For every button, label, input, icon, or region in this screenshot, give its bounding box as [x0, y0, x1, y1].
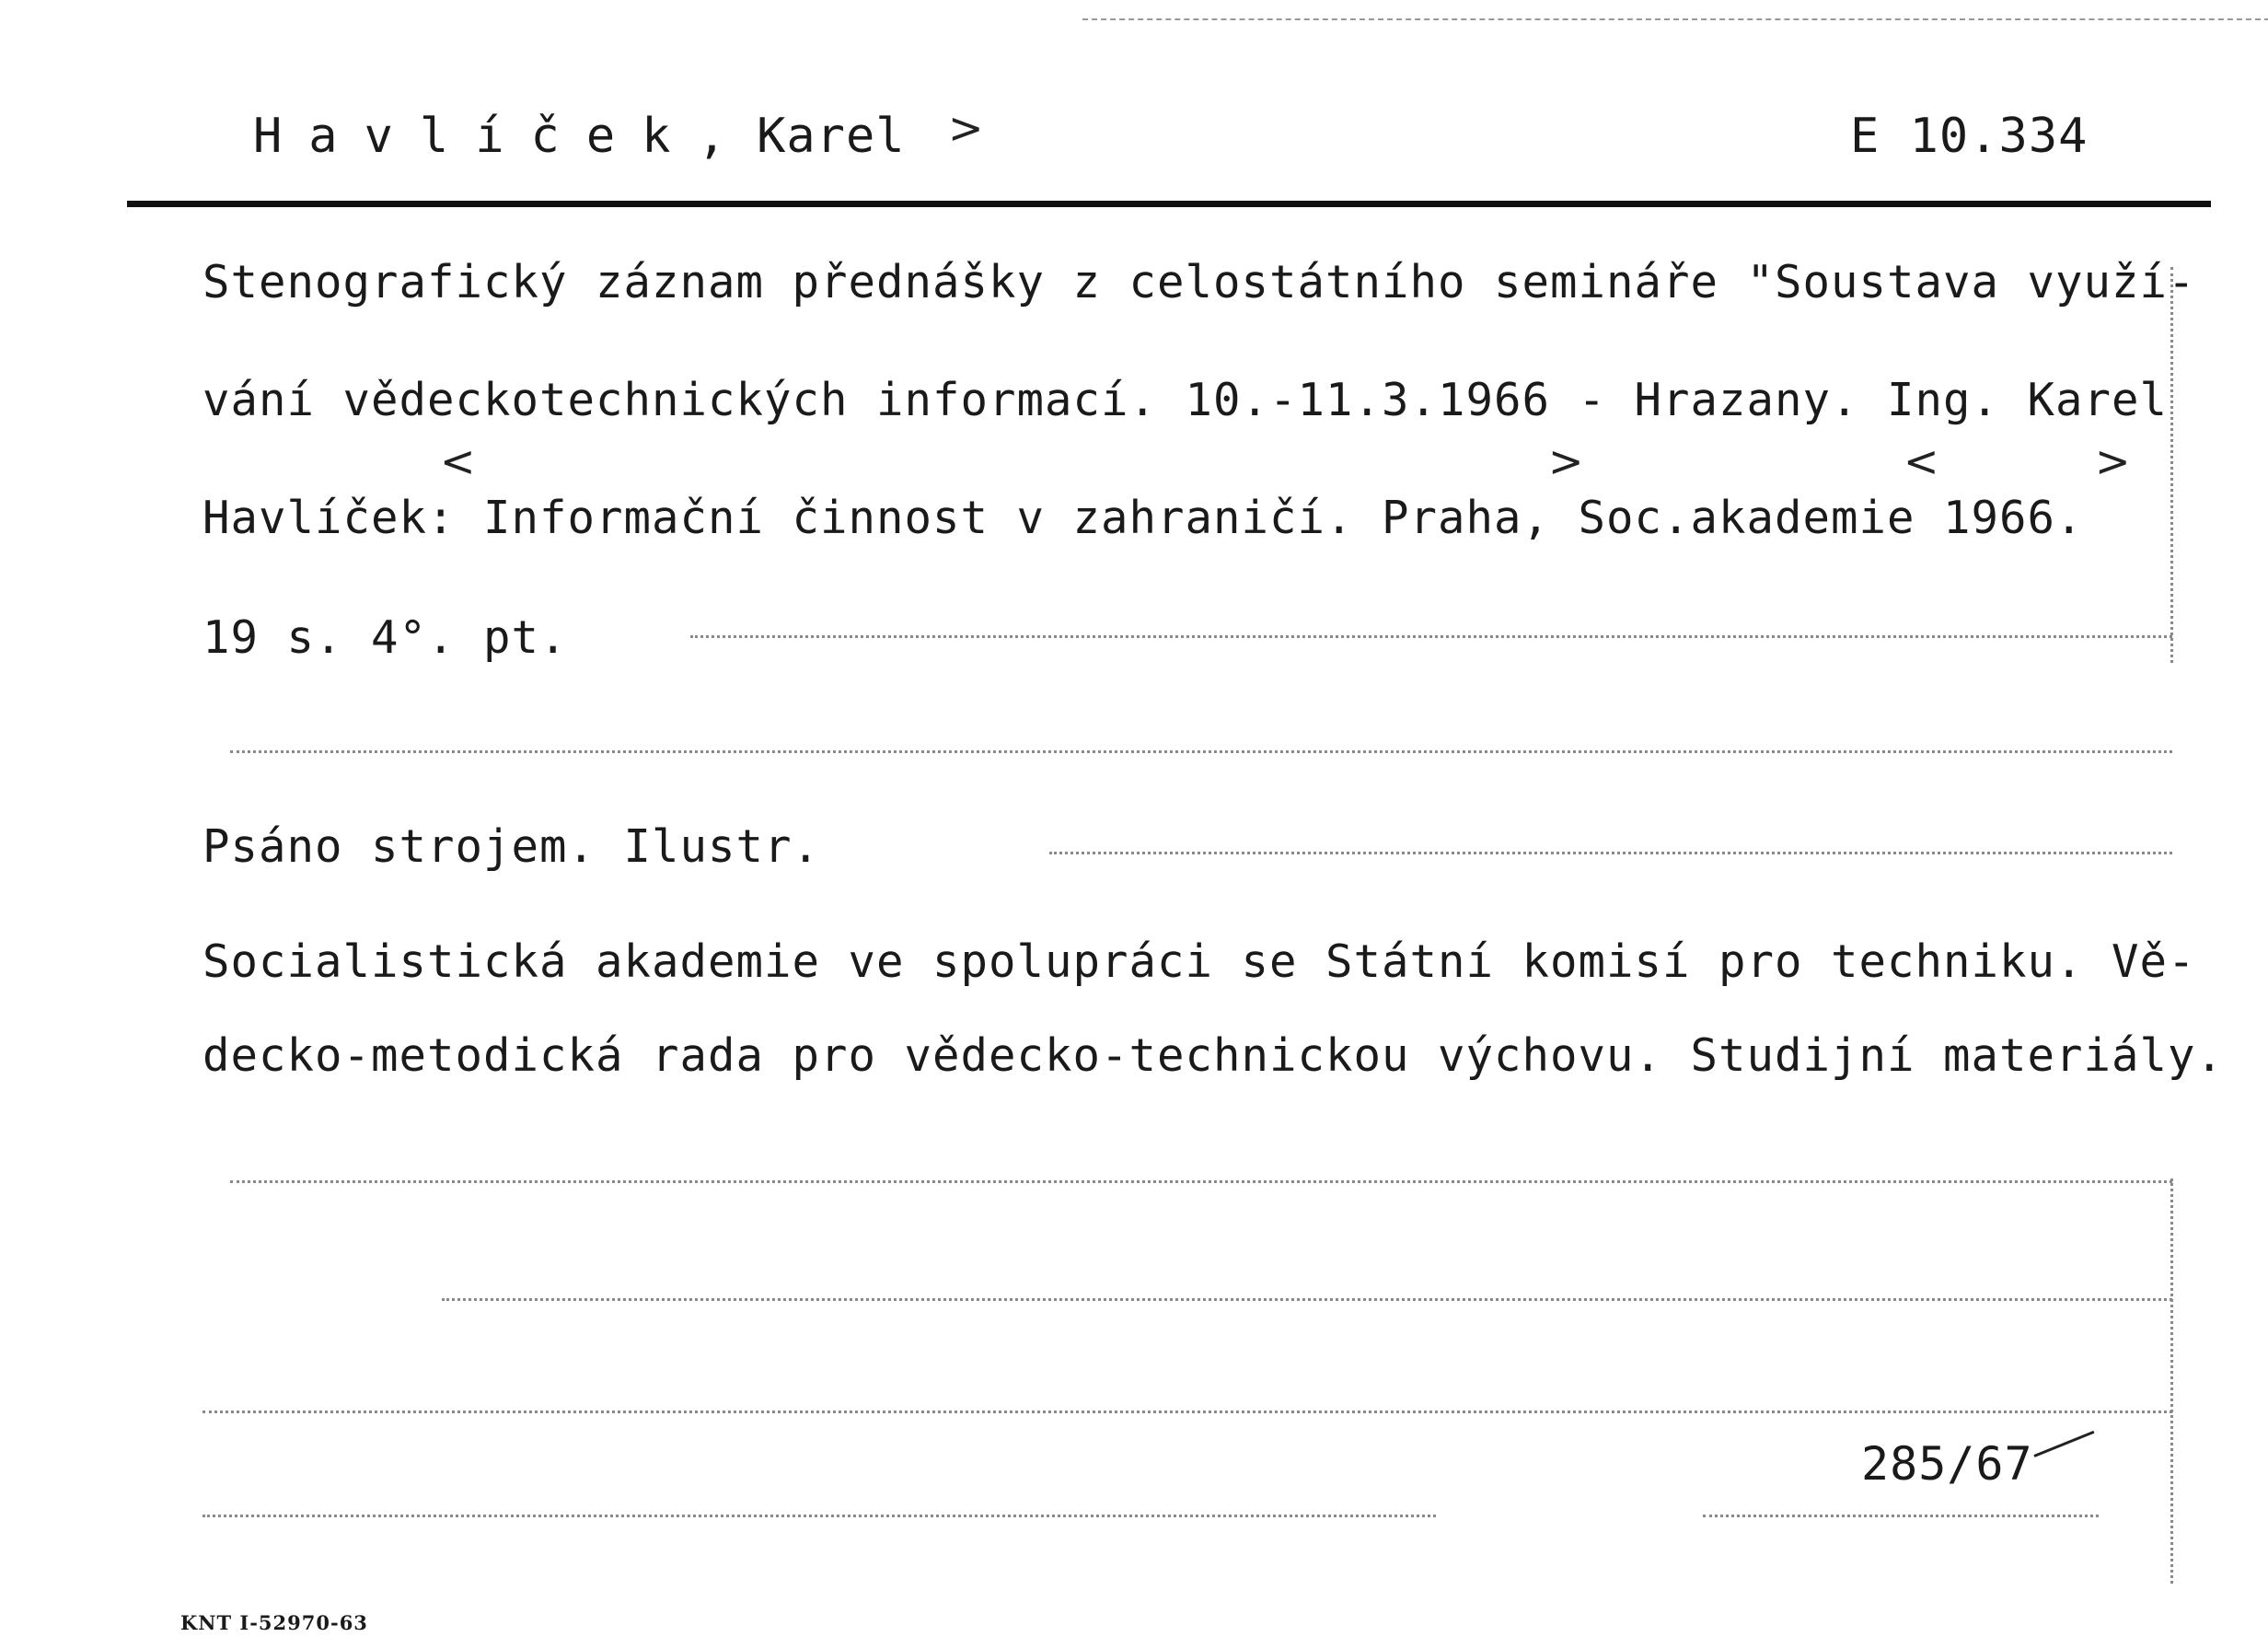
- ruled-dotted-line: [202, 1515, 1436, 1517]
- printer-mark: KNT I-52970-63: [180, 1611, 368, 1634]
- description-line-2: vání vědeckotechnických informací. 10.-11.3.1966 - Hrazany. Ing. Karel: [202, 374, 2169, 426]
- handwritten-chevron-mark: >: [948, 103, 984, 153]
- ruled-dotted-line: [202, 1411, 2172, 1413]
- description-line-3: Havlíček: Informační činnost v zahraničí. Praha, Soc.akademie 1966.: [202, 492, 2084, 544]
- description-line-4: 19 s. 4°. pt.: [202, 611, 568, 664]
- right-margin-dotted-line: [2170, 1178, 2173, 1584]
- note-line: Psáno strojem. Ilustr.: [202, 820, 821, 873]
- author-surname: Havlíček: [253, 109, 698, 164]
- ruled-dotted-line: [690, 635, 2172, 638]
- call-number: E 10.334: [1850, 109, 2089, 164]
- handwritten-chevron-mark: >: [2095, 436, 2131, 486]
- accession-number: 285/67: [1861, 1437, 2033, 1491]
- ruled-dotted-line: [1049, 852, 2172, 854]
- author-given-name: , Karel: [697, 109, 906, 164]
- right-margin-dotted-line: [2170, 267, 2173, 663]
- ruled-dotted-line: [1703, 1515, 2099, 1517]
- ruled-dotted-line: [442, 1298, 2172, 1301]
- handwritten-chevron-mark: >: [1548, 436, 1584, 486]
- ruled-dotted-line: [230, 1180, 2172, 1183]
- description-line-1: Stenografický záznam přednášky z celostátního semináře "Soustava využí-: [202, 256, 2196, 308]
- handwritten-chevron-mark: <: [1904, 436, 1939, 486]
- handwritten-chevron-mark: <: [440, 436, 476, 486]
- handwritten-tick-mark: [2033, 1431, 2094, 1457]
- card-heading: [253, 109, 906, 164]
- ruled-dotted-line: [230, 750, 2172, 753]
- series-line-2: decko-metodická rada pro vědecko-technickou výchovu. Studijní materiály.: [202, 1029, 2225, 1082]
- series-line-1: Socialistická akademie ve spolupráci se Státní komisí pro techniku. Vě-: [202, 935, 2196, 988]
- heading-rule: [127, 201, 2211, 207]
- top-edge-dashed-line: [1082, 18, 2268, 20]
